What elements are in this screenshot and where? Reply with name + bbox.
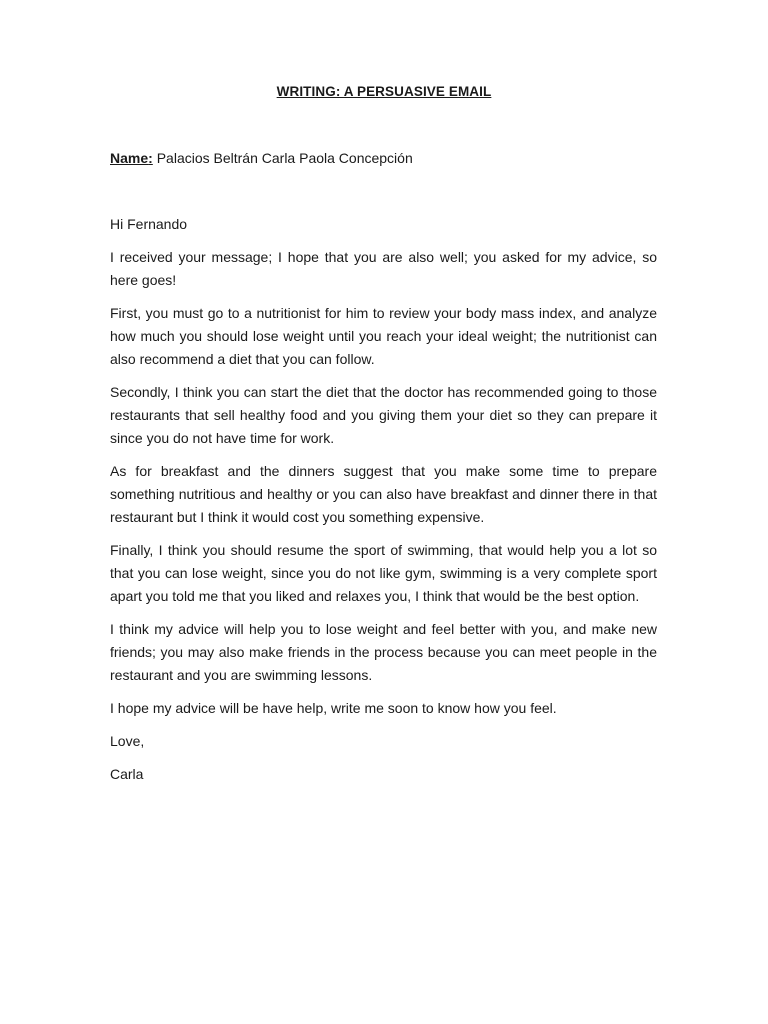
document-title: WRITING: A PERSUASIVE EMAIL xyxy=(276,84,492,99)
email-body xyxy=(110,213,657,796)
paragraph-2: First, you must go to a nutritionist for him to review your body mass index, and analyze how much you should lose weight until you reach your ideal weight; the nutritionist can also recommend a diet that you can follow. xyxy=(110,305,657,367)
closing: Love, xyxy=(110,733,145,749)
paragraph-3: Secondly, I think you can start the diet that the doctor has recommended going to those restaurants that sell healthy food and you giving them your diet so they can prepare it since you do not have time for work. xyxy=(110,384,657,446)
name-value: Palacios Beltrán Carla Paola Concepción xyxy=(156,150,413,166)
paragraph-4: As for breakfast and the dinners suggest that you make some time to prepare something nutritious and healthy or you can also have breakfast and dinner there in that restaurant but I think it would cost you something expensive. xyxy=(110,463,657,525)
paragraph-6: I think my advice will help you to lose weight and feel better with you, and make new friends; you may also make friends in the process because you can meet people in the restaurant and you are swimming lessons. xyxy=(110,621,657,683)
paragraph-1: I received your message; I hope that you are also well; you asked for my advice, so here goes! xyxy=(110,249,657,288)
signature: Carla xyxy=(110,766,144,782)
name-line xyxy=(110,150,413,166)
name-colon: : xyxy=(148,150,153,166)
paragraph-5: Finally, I think you should resume the sport of swimming, that would help you a lot so that you can lose weight, since you do not like gym, swimming is a very complete sport apart you told me that you liked and relaxes you, I think that would be the best option. xyxy=(110,542,657,604)
paragraph-7: I hope my advice will be have help, write me soon to know how you feel. xyxy=(110,700,557,716)
name-label: Name xyxy=(110,150,149,166)
greeting: Hi Fernando xyxy=(110,216,188,232)
